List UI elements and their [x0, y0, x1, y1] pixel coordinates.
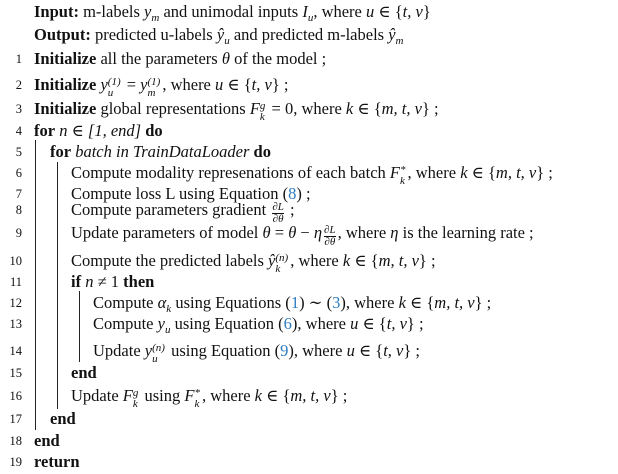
subscript: m — [147, 87, 156, 99]
line-number: 16 — [9, 389, 22, 403]
keyword: end — [34, 431, 60, 450]
text: − — [296, 223, 314, 242]
text: , where — [201, 386, 255, 405]
math: k — [342, 251, 351, 270]
equation-ref-link[interactable]: 1 — [290, 293, 300, 312]
text: Update parameters of model — [71, 223, 263, 242]
subscript: k — [166, 303, 172, 315]
superscript: (n) — [152, 342, 165, 354]
text: = — [122, 75, 141, 94]
math: u — [350, 314, 359, 333]
math: F — [249, 99, 260, 118]
subscript: k — [275, 263, 281, 275]
math: ŷ — [268, 251, 276, 270]
algorithm-line — [0, 292, 618, 314]
text: using Equation ( — [170, 314, 284, 333]
subscript: m — [151, 12, 160, 24]
keyword: do — [253, 142, 271, 161]
subscript: k — [400, 175, 405, 187]
superscript: (n) — [275, 252, 289, 264]
text: Compute loss L using Equation ( — [71, 184, 289, 203]
math: y — [140, 75, 148, 94]
math: y — [100, 75, 108, 94]
algorithm-line — [0, 408, 618, 430]
text: , where — [407, 163, 461, 182]
subscript: k — [194, 398, 200, 410]
text: ), where — [340, 293, 399, 312]
line-text — [71, 362, 97, 384]
keyword: return — [34, 452, 80, 471]
fraction — [324, 225, 336, 248]
algorithm-line — [0, 1, 618, 23]
text: global representations — [96, 99, 250, 118]
keyword: for — [50, 142, 72, 161]
math: t, v — [386, 314, 407, 333]
keyword: Initialize — [34, 49, 97, 68]
math: F — [184, 386, 195, 405]
subscript: u — [307, 12, 314, 24]
superscript: g — [132, 387, 139, 399]
line-text — [50, 408, 76, 430]
algorithm-line — [0, 222, 618, 248]
algorithm-line — [0, 162, 618, 187]
sub-superscript — [133, 388, 139, 410]
fraction-numerator: ∂L — [324, 224, 336, 236]
line-number: 1 — [15, 52, 22, 66]
text: } ; — [536, 163, 553, 182]
text: ), where — [291, 314, 351, 333]
text: using Equations ( — [171, 293, 291, 312]
superscript: (1) — [107, 76, 121, 88]
sub-superscript — [108, 77, 121, 99]
algorithm-line — [0, 340, 618, 365]
line-number: 15 — [9, 366, 22, 380]
math: m, t, v — [290, 386, 331, 405]
line-text — [71, 271, 154, 293]
line-number: 17 — [9, 412, 22, 426]
equation-ref-link[interactable]: 8 — [288, 184, 297, 203]
math: η — [390, 223, 399, 242]
text: all the parameters — [96, 49, 222, 68]
text: Update — [93, 341, 145, 360]
subscript: k — [132, 398, 138, 410]
text: } ; — [474, 293, 492, 312]
equation-ref-link[interactable]: 9 — [280, 341, 289, 360]
keyword: then — [123, 272, 155, 291]
algorithm-line — [0, 48, 618, 70]
text: = 0, where — [267, 99, 346, 118]
algorithm-line — [0, 74, 618, 99]
keyword: end — [71, 363, 97, 382]
line-number: 10 — [9, 254, 22, 268]
text: } ; — [406, 314, 424, 333]
line-text — [50, 141, 271, 163]
text: of the model ; — [229, 49, 327, 68]
subscript: m — [395, 35, 404, 47]
text: ≠ 1 — [93, 272, 124, 291]
fraction-numerator: ∂L — [272, 201, 284, 213]
keyword: Input: — [34, 2, 79, 21]
keyword: end — [50, 409, 76, 428]
algorithm-line — [0, 385, 618, 410]
subscript: u — [107, 87, 114, 99]
line-number: 9 — [15, 226, 22, 240]
subscript: u — [224, 35, 230, 47]
superscript: * — [400, 164, 406, 176]
math: m, t, v — [434, 293, 475, 312]
math: k — [254, 386, 262, 405]
line-number: 6 — [15, 166, 22, 180]
text: ∈ { — [350, 251, 379, 270]
line-number: 13 — [9, 317, 22, 331]
math: n ∈ [1, end] — [59, 121, 142, 140]
algorithm-line — [0, 120, 618, 142]
algorithm-line — [0, 141, 618, 163]
math: θ — [262, 223, 271, 242]
math: m, t, v — [495, 163, 537, 182]
line-text — [34, 120, 163, 142]
text: Compute modality represenations of each batch — [71, 163, 390, 182]
subscript: k — [259, 111, 265, 123]
line-text — [34, 430, 60, 452]
algorithm-line — [0, 430, 618, 452]
math: m, t, v — [381, 99, 422, 118]
math: k — [460, 163, 468, 182]
line-text — [93, 313, 424, 341]
line-number: 12 — [9, 296, 22, 310]
math: n — [85, 272, 94, 291]
text: using — [140, 386, 185, 405]
algorithm-line — [0, 313, 618, 335]
keyword: Initialize — [34, 99, 97, 118]
line-number: 8 — [15, 203, 22, 217]
math: m, t, v — [378, 251, 419, 270]
sub-superscript — [194, 388, 200, 410]
algorithm-line — [0, 98, 618, 123]
text: Compute parameters gradient — [71, 200, 271, 219]
superscript: (1) — [147, 76, 161, 88]
math: u — [346, 341, 355, 360]
text: ), where — [288, 341, 347, 360]
text: ∈ { — [262, 386, 291, 405]
algorithm-line — [0, 451, 618, 473]
block-indent-line — [57, 162, 58, 409]
text: } ; — [330, 386, 348, 405]
line-number: 2 — [15, 78, 22, 92]
text: , where — [162, 75, 216, 94]
text: ; — [285, 200, 295, 219]
math: I — [302, 2, 308, 21]
text: m-labels — [78, 2, 145, 21]
sub-superscript — [148, 77, 161, 99]
algorithm-line — [0, 24, 618, 46]
line-text — [34, 48, 326, 70]
math: y — [144, 341, 153, 360]
line-number: 18 — [9, 434, 22, 448]
keyword: Output: — [34, 25, 91, 44]
text: and predicted m-labels — [229, 25, 389, 44]
math: k — [398, 293, 406, 312]
text: } ; — [271, 75, 289, 94]
line-number: 19 — [9, 455, 22, 469]
text: ∈ { — [353, 99, 382, 118]
math: u — [215, 75, 224, 94]
math: θ — [288, 223, 297, 242]
math: ŷ — [388, 25, 396, 44]
fraction-denominator: ∂θ — [272, 213, 284, 225]
algorithm-line — [0, 250, 618, 275]
line-text — [34, 451, 80, 473]
math: η — [313, 223, 323, 242]
fraction-denominator: ∂θ — [324, 236, 336, 248]
text: , where — [337, 223, 391, 242]
block-indent-line — [35, 140, 36, 430]
math: t, v — [402, 2, 423, 21]
text: ∈ { — [354, 341, 384, 360]
text: ) ; — [296, 184, 311, 203]
text: } ; — [421, 99, 439, 118]
equation-ref-link[interactable]: 6 — [283, 314, 292, 333]
keyword: Initialize — [34, 75, 97, 94]
superscript: g — [259, 100, 266, 112]
math: y — [157, 314, 165, 333]
text: , where — [290, 251, 343, 270]
text: } ; — [418, 251, 436, 270]
block-indent-line — [79, 291, 80, 362]
keyword: if — [71, 272, 82, 291]
line-text — [71, 222, 534, 248]
text: ∈ { — [358, 314, 387, 333]
math: ŷ — [216, 25, 225, 44]
math: F — [122, 386, 133, 405]
text: ∈ { — [467, 163, 496, 182]
text: Compute — [93, 314, 158, 333]
math: y — [144, 2, 152, 21]
algorithm-line — [0, 362, 618, 384]
keyword: for — [34, 121, 56, 140]
algorithm-line — [0, 271, 618, 293]
math: t, v — [251, 75, 272, 94]
algorithm-line — [0, 199, 618, 225]
math: t, v — [383, 341, 404, 360]
math: F — [389, 163, 400, 182]
math: α — [157, 293, 167, 312]
text: = — [270, 223, 289, 242]
subscript: u — [152, 353, 158, 365]
text: is the learning rate ; — [398, 223, 534, 242]
math: u — [366, 2, 375, 21]
text: ∈ { — [374, 2, 403, 21]
text: , where — [313, 2, 366, 21]
keyword: do — [145, 121, 163, 140]
line-number: 5 — [15, 145, 22, 159]
line-number: 3 — [15, 102, 22, 116]
line-number: 7 — [15, 187, 22, 201]
text: Update — [71, 386, 123, 405]
math: θ — [221, 49, 230, 68]
superscript: * — [194, 387, 200, 399]
text: and unimodal inputs — [159, 2, 303, 21]
text: ∈ { — [405, 293, 435, 312]
line-number: 11 — [9, 275, 22, 289]
text: Compute — [93, 293, 158, 312]
text: predicted u-labels — [90, 25, 217, 44]
text: ) ∼ ( — [299, 293, 333, 312]
line-text — [71, 385, 347, 410]
math: batch in TrainDataLoader — [75, 142, 250, 161]
text: Compute the predicted labels — [71, 251, 269, 270]
subscript: u — [164, 324, 171, 336]
text: using Equation ( — [166, 341, 281, 360]
line-number: 4 — [15, 124, 22, 138]
text: } ; — [403, 341, 421, 360]
math: k — [345, 99, 354, 118]
line-number: 14 — [9, 344, 22, 358]
line-text — [34, 74, 288, 99]
text: } — [422, 2, 431, 21]
equation-ref-link[interactable]: 3 — [332, 293, 341, 312]
text: ∈ { — [223, 75, 252, 94]
